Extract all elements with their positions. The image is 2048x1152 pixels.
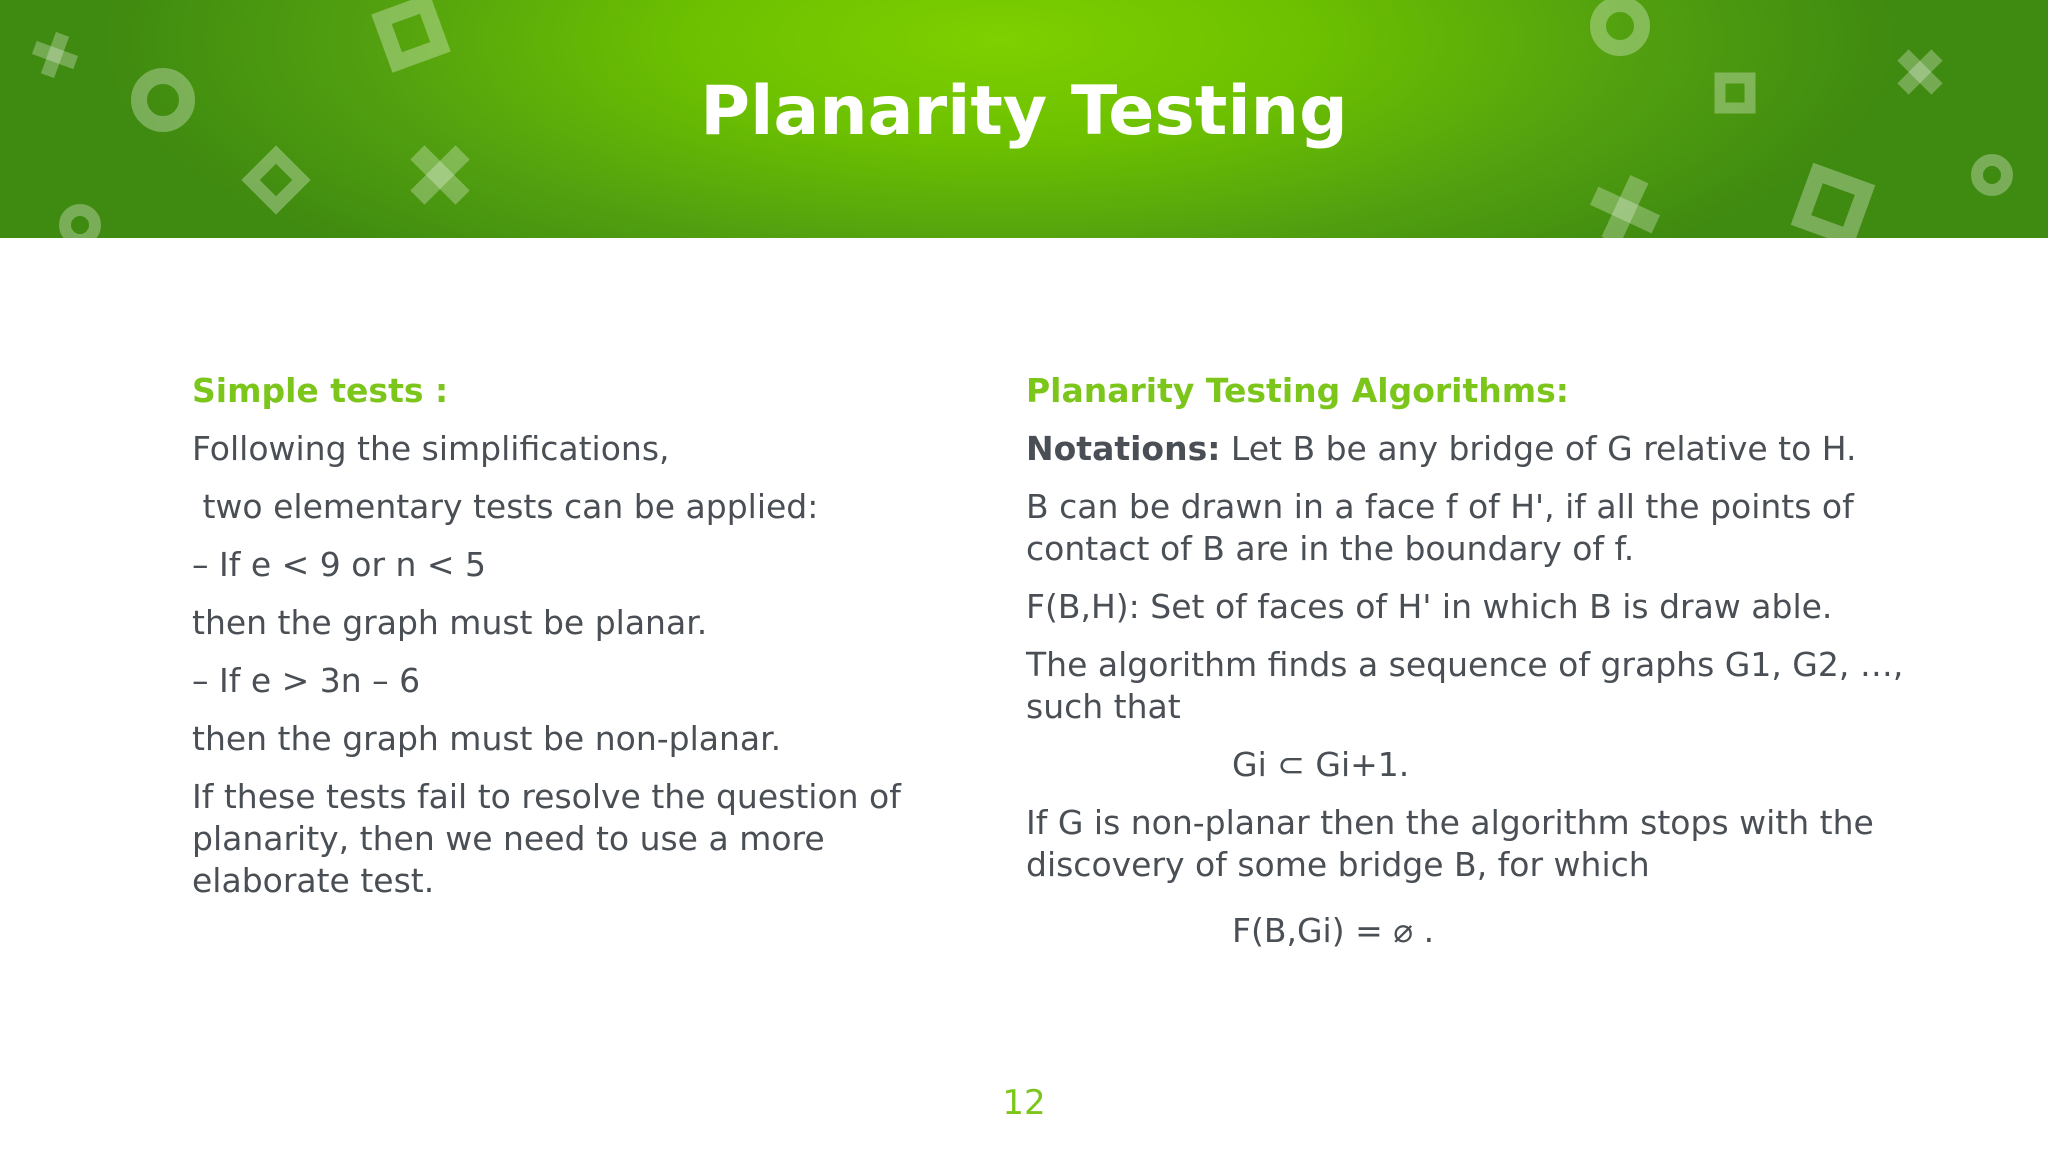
cross-shape-3 <box>1580 165 1670 238</box>
ring-shape-2 <box>65 210 95 238</box>
square-shape-2 <box>251 155 302 206</box>
slide-title: Planarity Testing <box>700 72 1348 151</box>
left-line-6: then the graph must be non-planar. <box>192 719 782 758</box>
left-column <box>192 370 912 918</box>
notations-text: Let B be any bridge of G relative to H. <box>1220 429 1857 468</box>
square-shape-4 <box>1801 173 1865 237</box>
square-shape-1 <box>382 4 441 63</box>
notations-label: Notations: <box>1026 429 1221 468</box>
right-paragraph-4: If G is non-planar then the algorithm stops with the discovery of some bridge B, for which <box>1026 803 1874 884</box>
right-paragraph-2: F(B,H): Set of faces of H' in which B is draw able. <box>1026 587 1833 626</box>
page-number: 12 <box>1002 1083 1046 1123</box>
left-line-3: – If e < 9 or n < 5 <box>192 545 487 584</box>
formula-empty-set: F(B,Gi) = ⌀ . <box>1232 911 1435 950</box>
right-heading: Planarity Testing Algorithms: <box>1026 371 1569 410</box>
ring-shape-4 <box>1977 160 2007 190</box>
left-line-1: Following the simplifications, <box>192 429 670 468</box>
left-line-7: If these tests fail to resolve the question of planarity, then we need to use a more elaborate test. <box>192 777 901 900</box>
ring-shape-3 <box>1598 4 1642 48</box>
left-line-5: – If e > 3n – 6 <box>192 661 421 700</box>
notations-paragraph <box>1026 428 1906 470</box>
left-line-4: then the graph must be planar. <box>192 603 708 642</box>
header-banner <box>0 0 2048 238</box>
formula-subset: Gi ⊂ Gi+1. <box>1232 745 1410 784</box>
right-paragraph-3: The algorithm finds a sequence of graphs G1, G2, …, such that <box>1026 645 1925 726</box>
right-column <box>1026 370 1925 968</box>
left-line-2: two elementary tests can be applied: <box>192 487 819 526</box>
right-paragraph-1: B can be drawn in a face f of H', if all the points of contact of B are in the boundary of f. <box>1026 487 1854 568</box>
left-heading: Simple tests : <box>192 371 449 410</box>
